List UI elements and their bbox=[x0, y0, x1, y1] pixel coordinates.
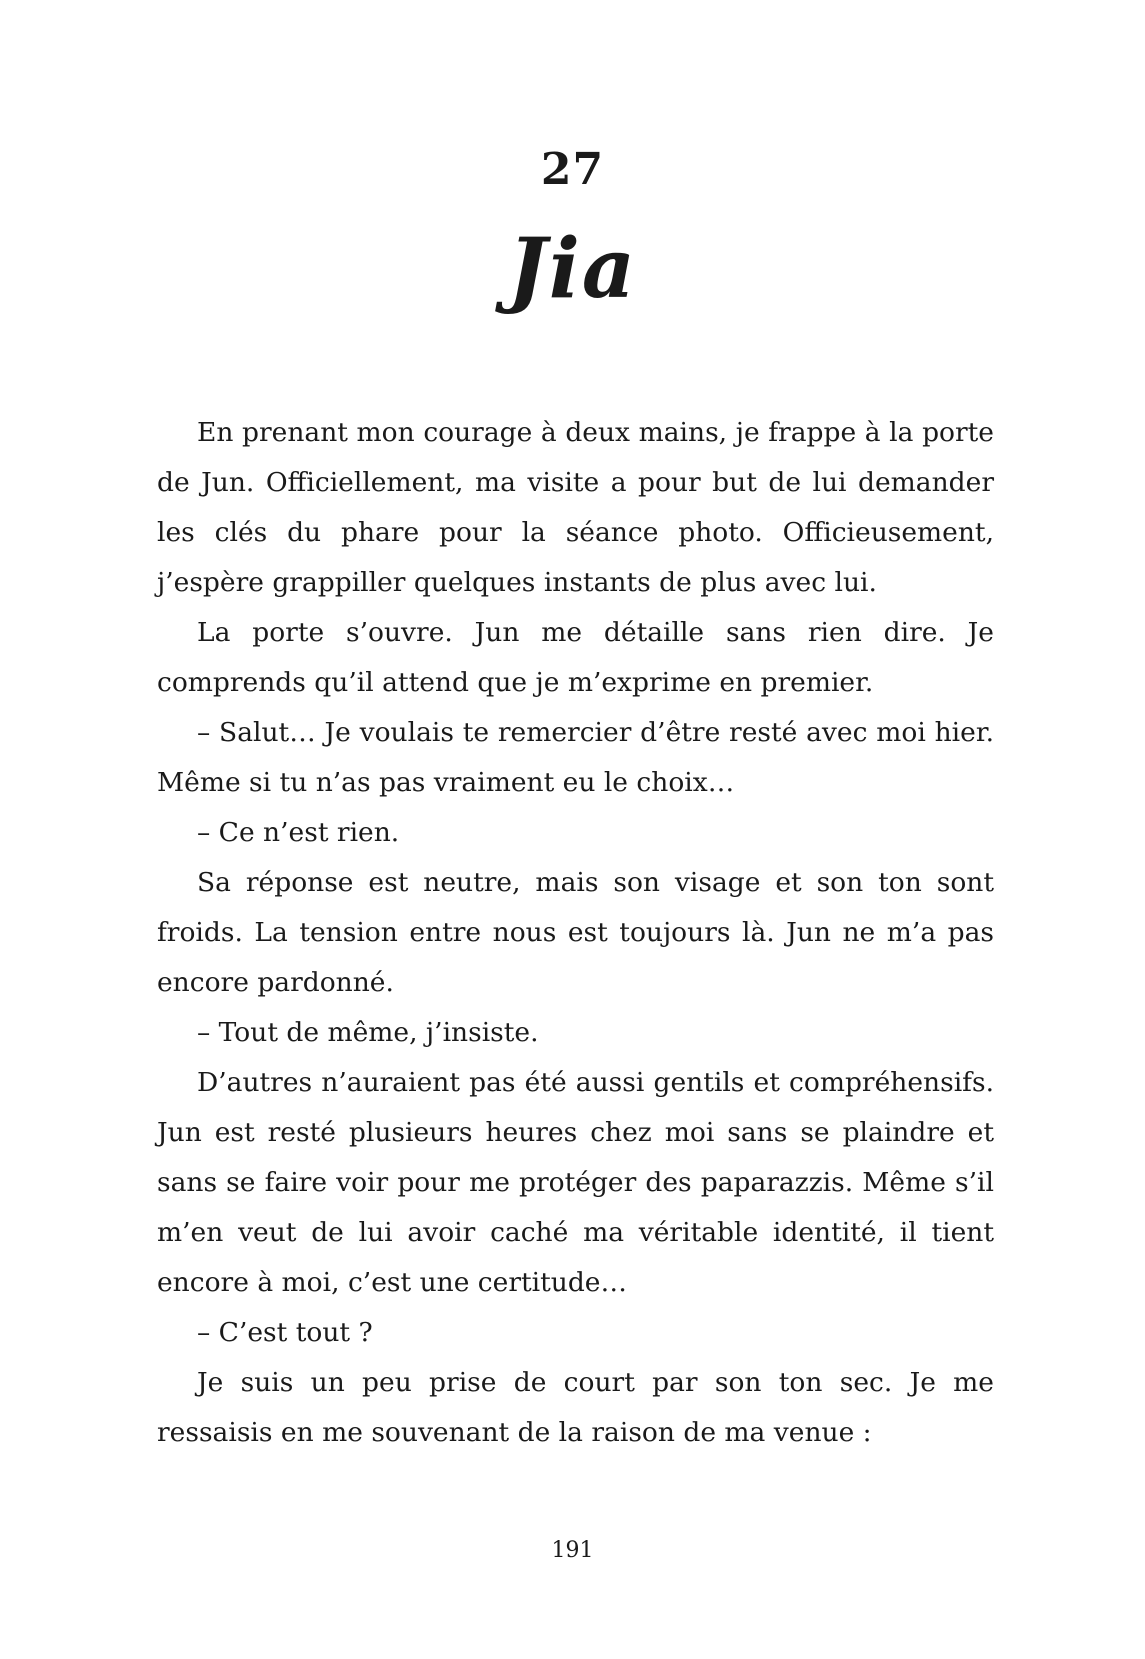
paragraph: – Salut… Je voulais te remercier d’être resté avec moi hier. Même si tu n’as pas vraiment eu le choix… bbox=[157, 717, 994, 798]
paragraph: Sa réponse est neutre, mais son visage et son ton sont froids. La tension entre nous est toujours là. Jun ne m’a pas encore pardonné. bbox=[157, 867, 994, 998]
paragraph: En prenant mon courage à deux mains, je frappe à la porte de Jun. Officiellement, ma visite a pour but de lui demander les clés du phare pour la séance photo. Officieusement, j’espère grappiller quelques instants de plus avec lui. bbox=[157, 417, 994, 598]
paragraph: D’autres n’auraient pas été aussi gentils et compréhensifs. Jun est resté plusieurs heures chez moi sans se plaindre et sans se faire voir pour me protéger des paparazzis. Même s’il m’en veut de lui avoir caché ma véritable identité, il tient encore à moi, c’est une certitude… bbox=[157, 1067, 994, 1298]
chapter-number: 27 bbox=[540, 144, 605, 195]
page-number: 191 bbox=[551, 1538, 594, 1563]
paragraph: Je suis un peu prise de court par son ton sec. Je me ressaisis en me souvenant de la raison de ma venue : bbox=[157, 1367, 994, 1448]
paragraph: – Tout de même, j’insiste. bbox=[197, 1017, 539, 1048]
paragraph: – Ce n’est rien. bbox=[197, 817, 400, 848]
paragraph: – C’est tout ? bbox=[197, 1317, 373, 1348]
paragraph: La porte s’ouvre. Jun me détaille sans rien dire. Je comprends qu’il attend que je m’exprime en premier. bbox=[157, 617, 994, 698]
chapter-title: Jia bbox=[507, 221, 638, 317]
chapter-body bbox=[157, 408, 994, 1458]
